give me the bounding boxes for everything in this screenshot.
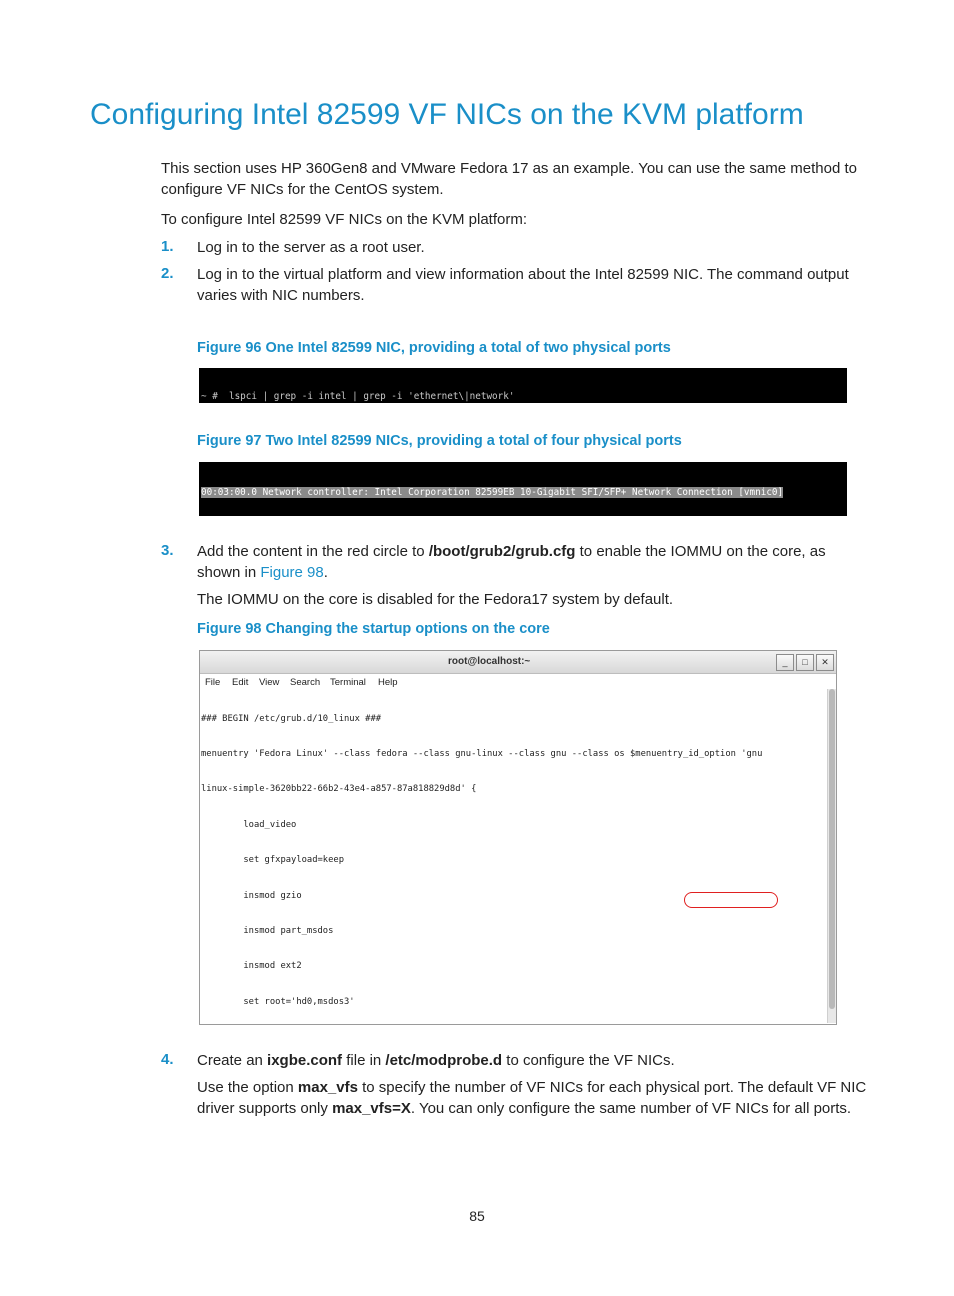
- terminal-menubar: [200, 675, 836, 689]
- step-text: Log in to the virtual platform and view information about the Intel 82599 NIC. The command output varies with NIC numbers.: [197, 266, 849, 304]
- directory-path: /etc/modprobe.d: [385, 1052, 503, 1069]
- console-output: [199, 462, 847, 516]
- step-text-part: Add the content in the red circle to: [197, 543, 429, 560]
- file-name: ixgbe.conf: [267, 1052, 343, 1069]
- figure-caption: Figure 97 Two Intel 82599 NICs, providing a total of four physical ports: [197, 433, 682, 449]
- terminal-line: insmod ext2: [201, 961, 302, 972]
- page-title: Configuring Intel 82599 VF NICs on the KVM platform: [90, 98, 804, 131]
- step-number: 2.: [161, 265, 174, 282]
- step-text-part: Use the option: [197, 1079, 298, 1096]
- terminal-line: ### BEGIN /etc/grub.d/10_linux ###: [201, 713, 382, 724]
- step-text-part: to specify the number of VF NICs for each physical port. The default VF NIC driver supports only: [197, 1079, 867, 1117]
- step-text-part: Create an: [197, 1052, 268, 1069]
- step-number: 3.: [161, 542, 174, 559]
- menu-help[interactable]: Help: [378, 677, 398, 688]
- file-path: /boot/grub2/grub.cfg: [428, 543, 576, 560]
- close-icon[interactable]: ✕: [816, 654, 834, 671]
- scrollbar-thumb[interactable]: [829, 689, 835, 1009]
- step-text-part: file in: [342, 1052, 386, 1069]
- console-line: ~ # lspci | grep -i intel | grep -i 'ethernet\|network': [201, 391, 515, 402]
- page-number: 85: [469, 1208, 485, 1224]
- terminal-line: set root='hd0,msdos3': [201, 996, 355, 1007]
- terminal-content: [201, 690, 825, 1020]
- window-title: root@localhost:~: [448, 656, 531, 667]
- intro-paragraph: This section uses HP 360Gen8 and VMware Fedora 17 as an example. You can use the same method to configure VF NICs for the CentOS system.: [161, 160, 857, 198]
- maximize-icon[interactable]: □: [796, 654, 814, 671]
- figure-caption: Figure 96 One Intel 82599 NIC, providing a total of two physical ports: [197, 340, 671, 356]
- console-output: [199, 368, 847, 403]
- terminal-line: menuentry 'Fedora Linux' --class fedora --class gnu-linux --class gnu --class os $menuentry_id_option 'gnu: [201, 748, 763, 759]
- terminal-line: insmod part_msdos: [201, 925, 334, 936]
- lead-paragraph: To configure Intel 82599 VF NICs on the KVM platform:: [161, 211, 528, 228]
- step-text: [197, 541, 872, 583]
- step-text-part: to configure the VF NICs.: [502, 1052, 675, 1069]
- minimize-icon[interactable]: _: [776, 654, 794, 671]
- figure-caption: Figure 98 Changing the startup options on the core: [197, 621, 550, 637]
- menu-file[interactable]: File: [205, 677, 221, 688]
- option-value: max_vfs=X: [332, 1100, 411, 1117]
- step-text-part: to enable the IOMMU on the core, as shown in: [197, 543, 826, 581]
- red-circle-annotation: [684, 892, 778, 908]
- terminal-line: set gfxpayload=keep: [201, 855, 344, 866]
- menu-terminal[interactable]: Terminal: [330, 677, 366, 688]
- terminal-line: load_video: [201, 819, 297, 830]
- console-line: [201, 487, 845, 499]
- step-text: Log in to the server as a root user.: [197, 239, 425, 256]
- menu-view[interactable]: View: [259, 677, 280, 688]
- scrollbar[interactable]: [827, 689, 836, 1023]
- step-text: [197, 1050, 867, 1071]
- terminal-window: [199, 650, 837, 1025]
- step-note: The IOMMU on the core is disabled for the Fedora17 system by default.: [197, 591, 674, 608]
- step-detail: [197, 1077, 869, 1119]
- menu-search[interactable]: Search: [290, 677, 321, 688]
- menu-edit[interactable]: Edit: [232, 677, 249, 688]
- console-highlight: 00:03:00.0 Network controller: Intel Corporation 82599EB 10-Gigabit SFI/SFP+ Network Connection [vmnic0]: [201, 487, 784, 498]
- option-name: max_vfs: [297, 1079, 358, 1096]
- terminal-line: linux-simple-3620bb22-66b2-43e4-a857-87a818829d8d' {: [201, 784, 477, 795]
- step-number: 4.: [161, 1051, 174, 1068]
- step-text-part: .: [323, 564, 328, 581]
- step-number: 1.: [161, 238, 174, 255]
- step-text-part: . You can only configure the same number of VF NICs for all ports.: [410, 1100, 852, 1117]
- figure-link[interactable]: Figure 98: [260, 564, 324, 581]
- terminal-line: insmod gzio: [201, 890, 302, 901]
- terminal-titlebar: [200, 651, 836, 674]
